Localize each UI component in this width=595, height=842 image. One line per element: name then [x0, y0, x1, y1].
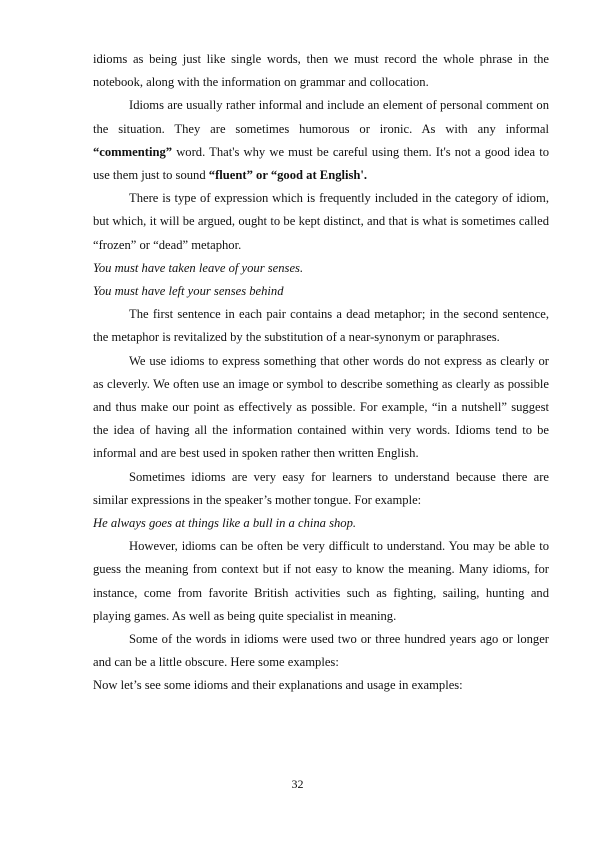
paragraph-easy-idioms: Sometimes idioms are very easy for learners to understand because there are similar expressions in the speaker’s mother tongue. For example: — [93, 469, 549, 507]
example-sentence: You must have taken leave of your senses. — [93, 260, 304, 275]
page-number: 32 — [291, 777, 304, 791]
paragraph-obscure-words: Some of the words in idioms were used two or three hundred years ago or longer and can be a little obscure. Here some examples: — [93, 632, 549, 670]
bold-term-commenting: “commenting” — [93, 144, 173, 159]
example-sentence: He always goes at things like a bull in a china shop. — [93, 516, 357, 531]
example-sentence: You must have left your senses behind — [93, 284, 284, 299]
paragraph-continuation: idioms as being just like single words, then we must record the whole phrase in the notebook, along with the information on grammar and collocation. — [93, 52, 549, 90]
text-run: word. That's why we must be careful using them. It's not a good idea to use them just to sound — [93, 144, 549, 183]
paragraph-lead-in: Now let’s see some idioms and their explanations and usage in examples: — [93, 678, 463, 693]
text-run: Idioms are usually rather informal and include an element of personal comment on the situation. They are sometimes humorous or ironic. As with any informal — [93, 98, 549, 136]
paragraph-frozen-metaphor: There is type of expression which is frequently included in the category of idiom, but which, it will be argued, ought to be kept distinct, and that is what is sometimes called “frozen” or “dead” metaphor. — [93, 191, 549, 252]
paragraph-dead-metaphor: The first sentence in each pair contains a dead metaphor; in the second sentence, the metaphor is revitalized by the substitution of a near-synonym or paraphrases. — [93, 307, 549, 345]
bold-term-fluent: “fluent” or “good at English'. — [208, 168, 368, 183]
paragraph-idioms-informal — [93, 94, 549, 187]
paragraph-difficult-idioms: However, idioms can be often be very difficult to understand. You may be able to guess the meaning from context but if not easy to know the meaning. Many idioms, for instance, come from favorite British activities such as fighting, sailing, hunting and playing games. As well as being quite specialist in meaning. — [93, 539, 549, 623]
document-body — [93, 48, 549, 698]
paragraph-why-idioms: We use idioms to express something that other words do not express as clearly or as cleverly. We often use an image or symbol to describe something as clearly as possible and thus make our point as effectively as possible. For example, “in a nutshell” suggest the idea of having all the information contained within very words. Idioms tend to be informal and are best used in spoken rather then written English. — [93, 353, 549, 461]
